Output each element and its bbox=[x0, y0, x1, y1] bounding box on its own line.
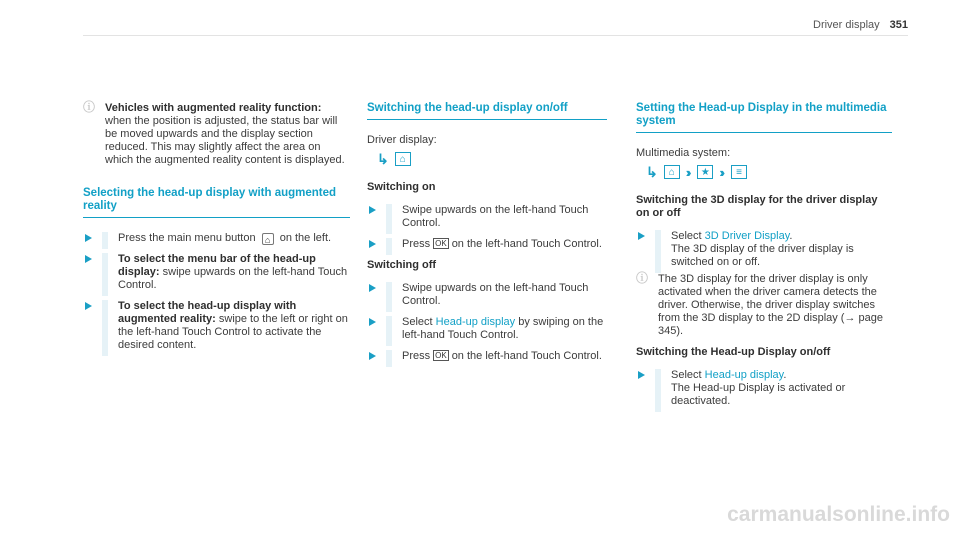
ok-key: OK bbox=[435, 351, 447, 360]
step: To select the head-up display with augmented reality: swipe to the left or right on the left-hand Touch Control to activate the desired content. bbox=[83, 300, 350, 352]
section-heading-multimedia: Setting the Head-up Display in the multimedia system bbox=[636, 102, 892, 133]
step: Select Head-up display by swiping on the left-hand Touch Control. bbox=[367, 316, 607, 342]
info-icon: ⓘ bbox=[636, 271, 649, 285]
step: Select 3D Driver Display. The 3D display of the driver display is switched on or off. bbox=[636, 230, 892, 269]
step-arrow-icon bbox=[369, 318, 376, 326]
step-arrow-icon bbox=[369, 284, 376, 292]
step-arrow-icon bbox=[85, 255, 92, 263]
step-arrow-icon bbox=[85, 234, 92, 242]
step-arrow-icon bbox=[85, 302, 92, 310]
chevron-icon: ›› bbox=[719, 164, 723, 180]
page-number: 351 bbox=[889, 19, 908, 31]
section-heading-ar: Selecting the head-up display with augmented reality bbox=[83, 187, 350, 218]
step-arrow-icon bbox=[638, 371, 645, 379]
step: Select Head-up display. The Head-up Display is activated or deactivated. bbox=[636, 369, 892, 408]
watermark: carmanualsonline.info bbox=[727, 503, 950, 526]
page-header bbox=[813, 19, 908, 31]
column-3 bbox=[636, 102, 892, 416]
path-hook-icon: ↳ bbox=[646, 163, 658, 180]
column-1 bbox=[83, 102, 350, 360]
head-up-display-link: Head-up display bbox=[704, 369, 784, 381]
section-title: Driver display bbox=[813, 19, 880, 31]
section-heading-hud-onoff: Switching the head-up display on/off bbox=[367, 102, 607, 120]
intro-text: Multimedia system: bbox=[636, 147, 731, 159]
menu-path bbox=[377, 151, 607, 167]
step: Press the main menu button ⌂ on the left. bbox=[83, 232, 350, 245]
ok-key: OK bbox=[435, 239, 447, 248]
star-icon: ★ bbox=[697, 165, 713, 179]
3d-display-note: ⓘ The 3D display for the driver display is only activated when the driver camera detects the driver. Otherwise, the driver display switches from the 3D display to the 2D display (→ page 345). bbox=[636, 271, 884, 337]
step: To select the menu bar of the head-up display: swipe upwards on the left-hand Touch Control. bbox=[83, 253, 350, 292]
step-arrow-icon bbox=[369, 352, 376, 360]
sub-heading-3d: Switching the 3D display for the driver display on or off bbox=[636, 194, 878, 219]
augmented-reality-note: ⓘ Vehicles with augmented reality function: when the position is adjusted, the status bar will be moved upwards and the display section reduced. This may slightly affect the area on which the augmented reality content is displayed. bbox=[83, 100, 345, 166]
step-arrow-icon bbox=[369, 240, 376, 248]
path-hook-icon: ↳ bbox=[377, 150, 389, 167]
info-icon: ⓘ bbox=[83, 100, 96, 114]
home-icon: ⌂ bbox=[262, 233, 274, 245]
step: Press OK on the left-hand Touch Control. bbox=[367, 350, 607, 363]
step: Swipe upwards on the left-hand Touch Control. bbox=[367, 204, 607, 230]
home-icon: ⌂ bbox=[395, 152, 411, 166]
sub-heading-off: Switching off bbox=[367, 259, 437, 271]
head-up-display-link: Head-up display bbox=[435, 316, 516, 328]
step-arrow-icon bbox=[369, 206, 376, 214]
step: Swipe upwards on the left-hand Touch Control. bbox=[367, 282, 607, 308]
step-arrow-icon bbox=[638, 232, 645, 240]
car-settings-icon: ≡ bbox=[731, 165, 747, 179]
sub-heading-on: Switching on bbox=[367, 181, 436, 193]
sub-heading-hud: Switching the Head-up Display on/off bbox=[636, 346, 831, 358]
menu-path bbox=[646, 164, 892, 180]
step: Press OK on the left-hand Touch Control. bbox=[367, 238, 607, 251]
intro-text: Driver display: bbox=[367, 134, 437, 146]
3d-driver-display-link: 3D Driver Display bbox=[704, 230, 790, 242]
home-icon: ⌂ bbox=[664, 165, 680, 179]
chevron-icon: ›› bbox=[685, 164, 689, 180]
column-2 bbox=[367, 102, 607, 371]
header-divider bbox=[83, 35, 908, 36]
